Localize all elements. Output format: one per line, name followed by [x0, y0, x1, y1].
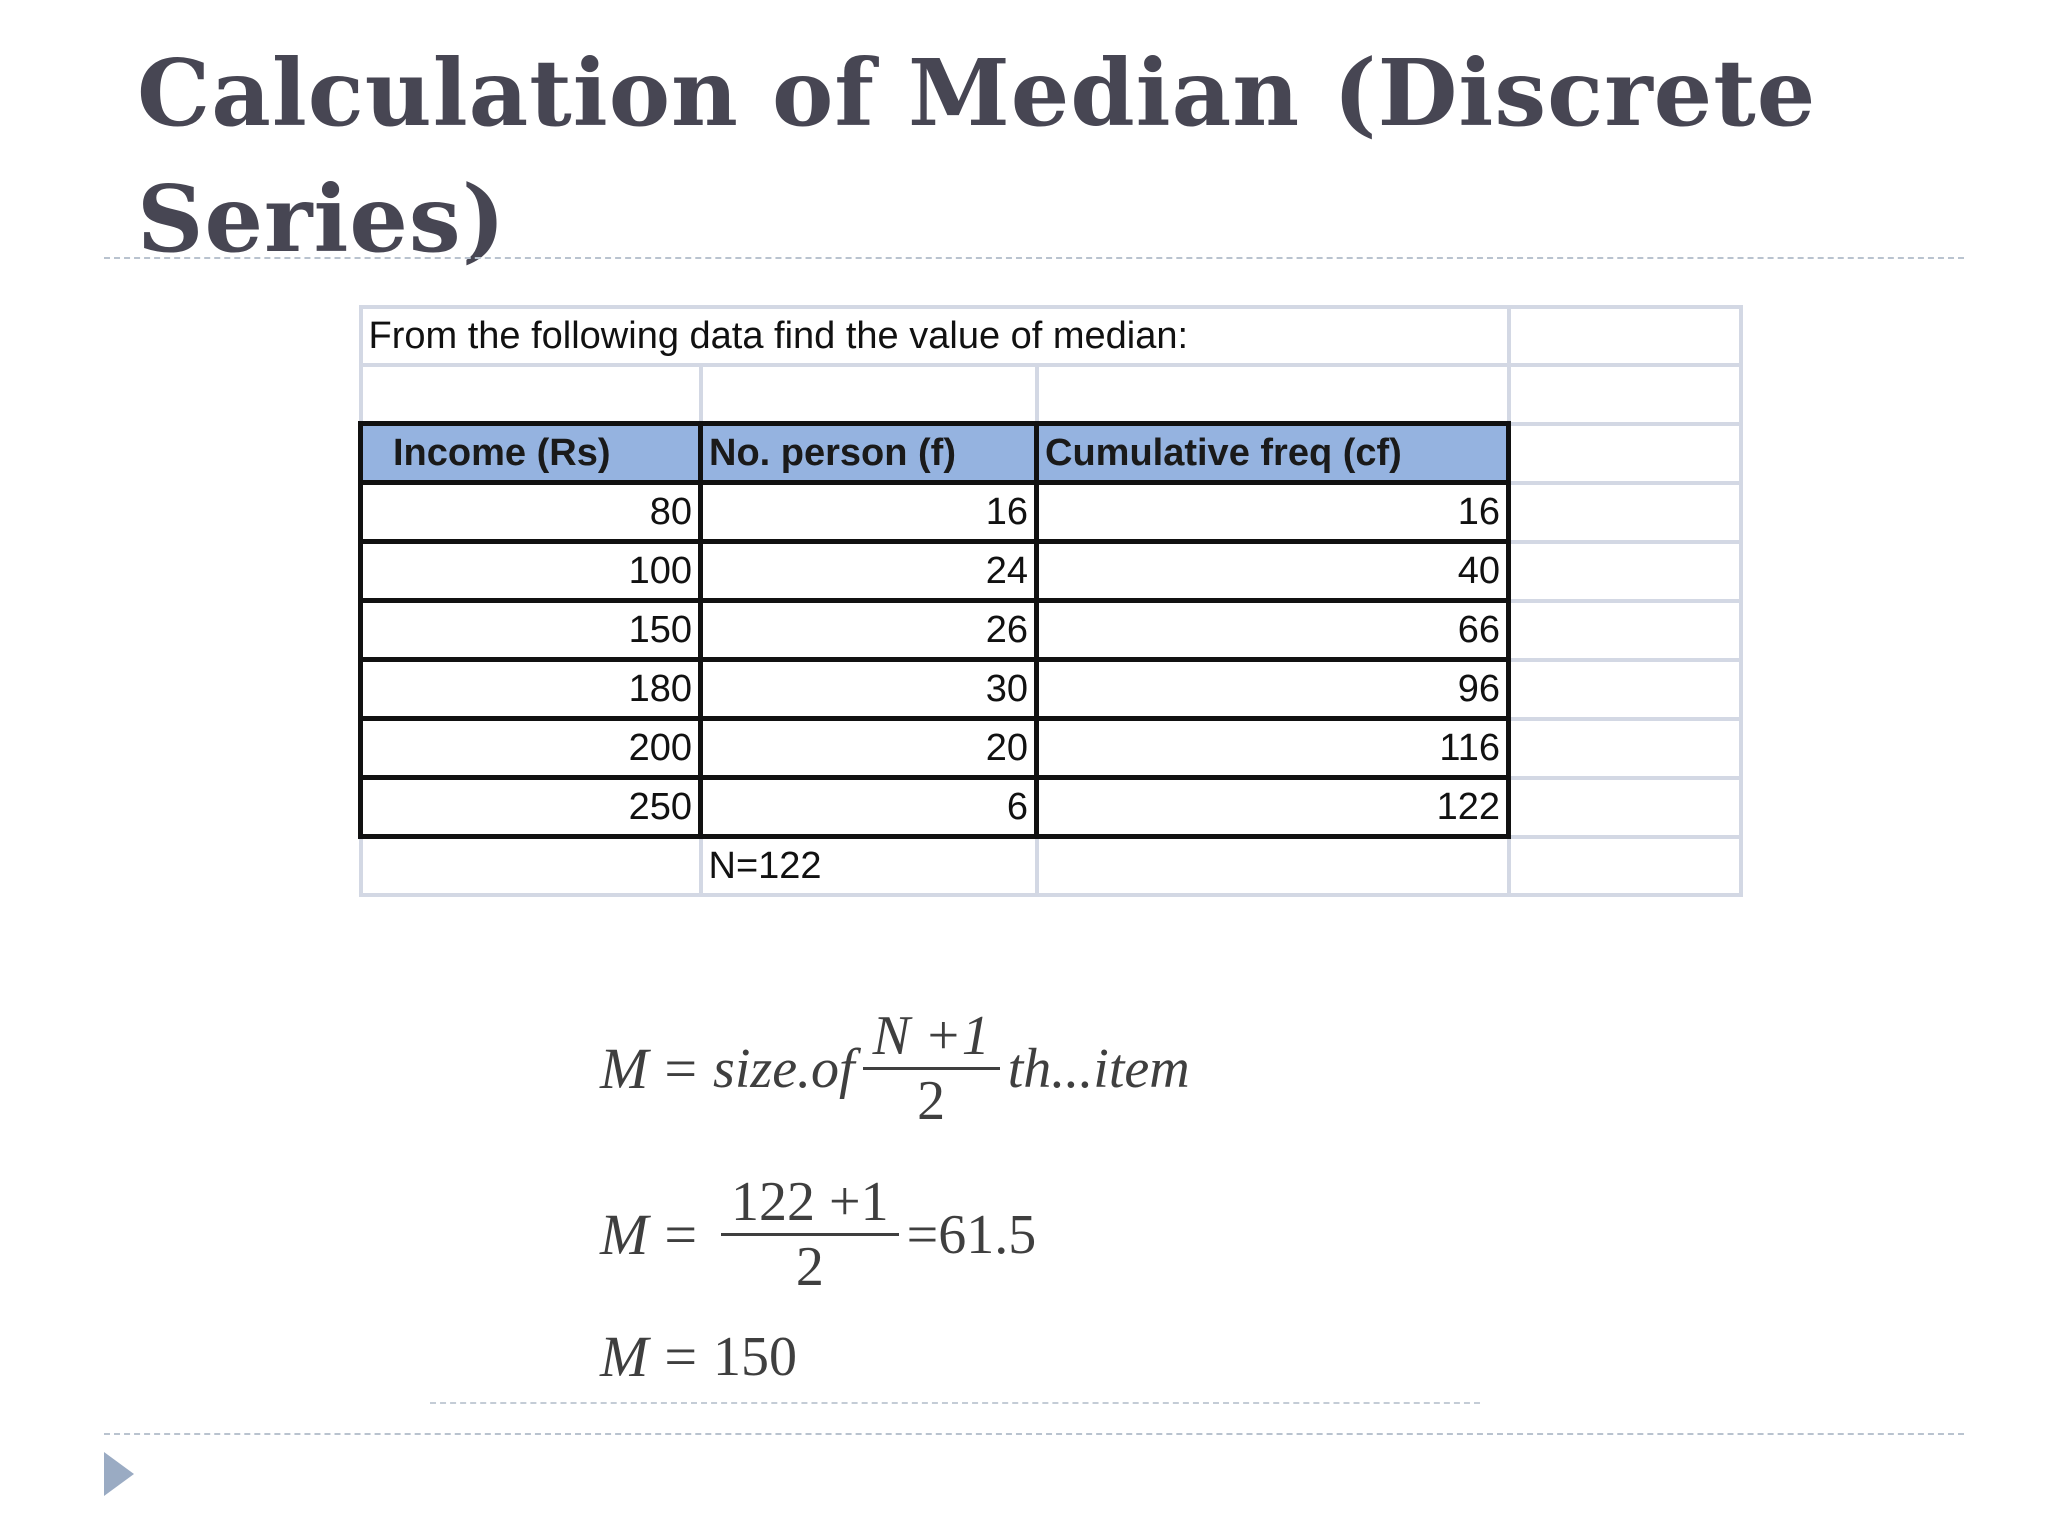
fraction-denominator: 2	[795, 1236, 824, 1298]
cumulative-cell: 40	[1037, 542, 1509, 601]
table-row	[361, 778, 1741, 837]
cumulative-cell: 116	[1037, 719, 1509, 778]
frequency-cell: 6	[701, 778, 1037, 837]
table-row	[361, 542, 1741, 601]
fraction-denominator: 2	[917, 1070, 946, 1132]
cumulative-cell: 122	[1037, 778, 1509, 837]
frequency-cell: 20	[701, 719, 1037, 778]
table-row	[361, 483, 1741, 542]
header-cumulative: Cumulative freq (cf)	[1037, 424, 1509, 483]
equals-sign: =	[664, 1324, 698, 1389]
formula-lhs: M	[600, 1324, 649, 1389]
income-cell: 80	[361, 483, 701, 542]
total-n-cell: N=122	[701, 837, 1037, 896]
formula-suffix: th...item	[1007, 1037, 1190, 1100]
income-cell: 150	[361, 601, 701, 660]
income-cell: 250	[361, 778, 701, 837]
cumulative-cell: 96	[1037, 660, 1509, 719]
empty-cell	[701, 365, 1037, 424]
empty-cell	[1509, 424, 1741, 483]
fraction-numerator: 122 +1	[721, 1171, 899, 1236]
cumulative-cell: 16	[1037, 483, 1509, 542]
title-divider	[104, 257, 1964, 259]
fraction	[863, 1005, 1000, 1132]
formula-general	[600, 1005, 1190, 1132]
empty-cell	[1037, 365, 1509, 424]
table-row	[361, 660, 1741, 719]
slide-title: Calculation of Median (Discrete Series)	[137, 39, 1817, 273]
formula-prefix: size.of	[713, 1037, 855, 1100]
question-prompt: From the following data find the value of median:	[361, 307, 1509, 365]
empty-cell	[1509, 837, 1741, 896]
triangle-right-icon[interactable]	[104, 1452, 134, 1496]
table-row	[361, 601, 1741, 660]
header-persons: No. person (f)	[701, 424, 1037, 483]
empty-cell	[361, 365, 701, 424]
empty-cell	[1509, 601, 1741, 660]
footer-divider	[104, 1433, 1964, 1435]
formula-lhs: M	[600, 1036, 649, 1101]
fraction-numerator: N +1	[863, 1005, 1000, 1070]
formula-substituted	[600, 1171, 1036, 1298]
formula-answer	[600, 1323, 797, 1390]
income-cell: 180	[361, 660, 701, 719]
empty-cell	[1509, 542, 1741, 601]
formula-result: =61.5	[906, 1203, 1037, 1266]
median-value: 150	[713, 1325, 798, 1388]
table-row	[361, 719, 1741, 778]
fraction	[721, 1171, 899, 1298]
empty-cell	[1509, 719, 1741, 778]
frequency-cell: 30	[701, 660, 1037, 719]
cumulative-cell: 66	[1037, 601, 1509, 660]
income-cell: 200	[361, 719, 701, 778]
median-data-table	[358, 305, 1743, 897]
empty-cell	[1509, 778, 1741, 837]
formula-underline	[430, 1402, 1480, 1404]
equals-sign: =	[664, 1202, 698, 1267]
empty-cell	[1509, 365, 1741, 424]
equals-sign: =	[664, 1036, 698, 1101]
frequency-cell: 26	[701, 601, 1037, 660]
empty-cell	[1509, 660, 1741, 719]
empty-cell	[1509, 307, 1741, 365]
income-cell: 100	[361, 542, 701, 601]
frequency-cell: 16	[701, 483, 1037, 542]
empty-cell	[1509, 483, 1741, 542]
formula-lhs: M	[600, 1202, 649, 1267]
empty-cell	[361, 837, 701, 896]
header-income: Income (Rs)	[361, 424, 701, 483]
empty-cell	[1037, 837, 1509, 896]
frequency-cell: 24	[701, 542, 1037, 601]
